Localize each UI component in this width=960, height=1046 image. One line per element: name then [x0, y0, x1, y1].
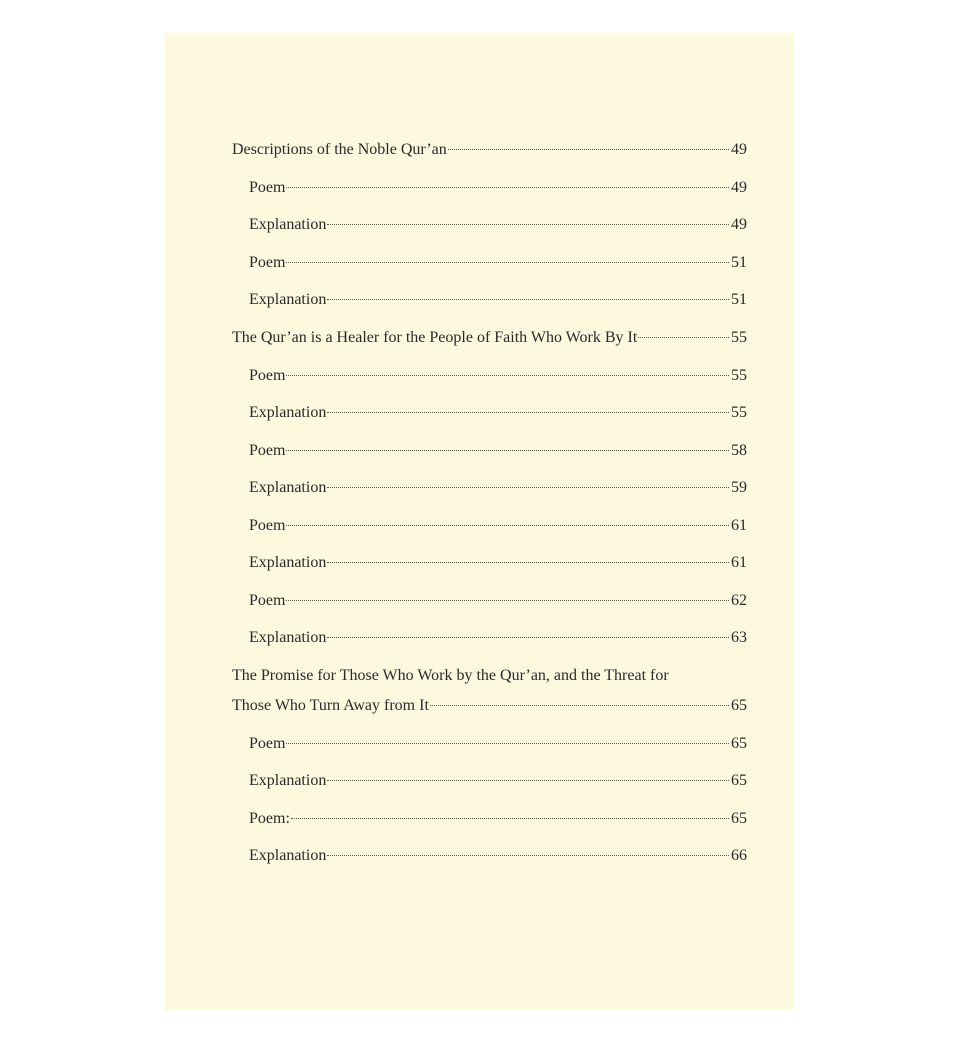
dot-leader	[638, 337, 729, 338]
toc-entry-label: Poem:	[249, 810, 290, 827]
toc-page-number: 58	[731, 442, 747, 459]
toc-entry-label: Poem	[249, 592, 286, 609]
toc-entry-section[interactable]	[249, 290, 747, 310]
toc-entry-section[interactable]	[249, 253, 747, 273]
toc-page-number: 65	[731, 810, 747, 827]
toc-entry-label: Poem	[249, 442, 286, 459]
toc-entry-section[interactable]	[249, 215, 747, 235]
toc-entry-label: Explanation	[249, 629, 327, 646]
toc-page-number: 65	[731, 772, 747, 789]
toc-page-number: 55	[731, 404, 747, 421]
dot-leader	[286, 187, 729, 188]
toc-entry-section[interactable]	[249, 441, 747, 461]
toc-entry-section[interactable]	[249, 553, 747, 573]
toc-entry-chapter[interactable]	[232, 140, 747, 160]
dot-leader	[286, 375, 729, 376]
dot-leader	[448, 149, 729, 150]
toc-entry-label: The Qur’an is a Healer for the People of Faith Who Work By It	[232, 329, 638, 346]
toc-entry-label: Explanation	[249, 772, 327, 789]
toc-entry-label: Poem	[249, 517, 286, 534]
toc-page-number: 55	[731, 329, 747, 346]
toc-entry-section[interactable]	[249, 403, 747, 423]
dot-leader	[430, 705, 729, 706]
dot-leader	[286, 743, 729, 744]
toc-entry-label: Explanation	[249, 847, 327, 864]
toc-entry-label: Explanation	[249, 554, 327, 571]
toc-page-number: 61	[731, 554, 747, 571]
dot-leader	[291, 818, 729, 819]
toc-entry-chapter-line1[interactable]: The Promise for Those Who Work by the Qur’an, and the Threat for	[232, 667, 669, 684]
toc-entry-chapter[interactable]	[232, 696, 747, 716]
dot-leader	[327, 637, 729, 638]
toc-entry-label: Poem	[249, 254, 286, 271]
toc-page-number: 59	[731, 479, 747, 496]
toc-entry-label: Poem	[249, 735, 286, 752]
toc-entry-section[interactable]	[249, 478, 747, 498]
toc-page-number: 61	[731, 517, 747, 534]
toc-page-number: 62	[731, 592, 747, 609]
toc-entry-label: Explanation	[249, 291, 327, 308]
toc-entry-label: Those Who Turn Away from It	[232, 697, 429, 714]
toc-page-number: 66	[731, 847, 747, 864]
toc-entry-section[interactable]	[249, 628, 747, 648]
toc-entry-label: Descriptions of the Noble Qur’an	[232, 141, 447, 158]
toc-page-number: 51	[731, 254, 747, 271]
toc-page-number: 65	[731, 697, 747, 714]
dot-leader	[286, 262, 729, 263]
dot-leader	[327, 224, 729, 225]
toc-entry-section[interactable]	[249, 178, 747, 198]
toc-entry-chapter[interactable]	[232, 328, 747, 348]
dot-leader	[327, 562, 729, 563]
toc-entry-label: Explanation	[249, 216, 327, 233]
dot-leader	[286, 525, 729, 526]
toc-entry-section[interactable]	[249, 809, 747, 829]
dot-leader	[286, 450, 729, 451]
toc-page-number: 49	[731, 141, 747, 158]
toc-entry-section[interactable]	[249, 734, 747, 754]
toc-entry-section[interactable]	[249, 591, 747, 611]
toc-page-number: 55	[731, 367, 747, 384]
toc-page-number: 49	[731, 179, 747, 196]
toc-entry-label: Explanation	[249, 479, 327, 496]
toc-entry-label: Poem	[249, 367, 286, 384]
toc-entry-section[interactable]	[249, 771, 747, 791]
toc-page-number: 51	[731, 291, 747, 308]
toc-page-number: 65	[731, 735, 747, 752]
toc-entry-section[interactable]	[249, 366, 747, 386]
dot-leader	[327, 299, 729, 300]
toc-entry-section[interactable]	[249, 516, 747, 536]
toc-page-number: 49	[731, 216, 747, 233]
dot-leader	[286, 600, 729, 601]
toc-entry-section[interactable]	[249, 846, 747, 866]
toc-entry-label: Poem	[249, 179, 286, 196]
dot-leader	[327, 855, 729, 856]
dot-leader	[327, 487, 729, 488]
dot-leader	[327, 412, 729, 413]
toc-entry-label: Explanation	[249, 404, 327, 421]
dot-leader	[327, 780, 729, 781]
toc-page-number: 63	[731, 629, 747, 646]
